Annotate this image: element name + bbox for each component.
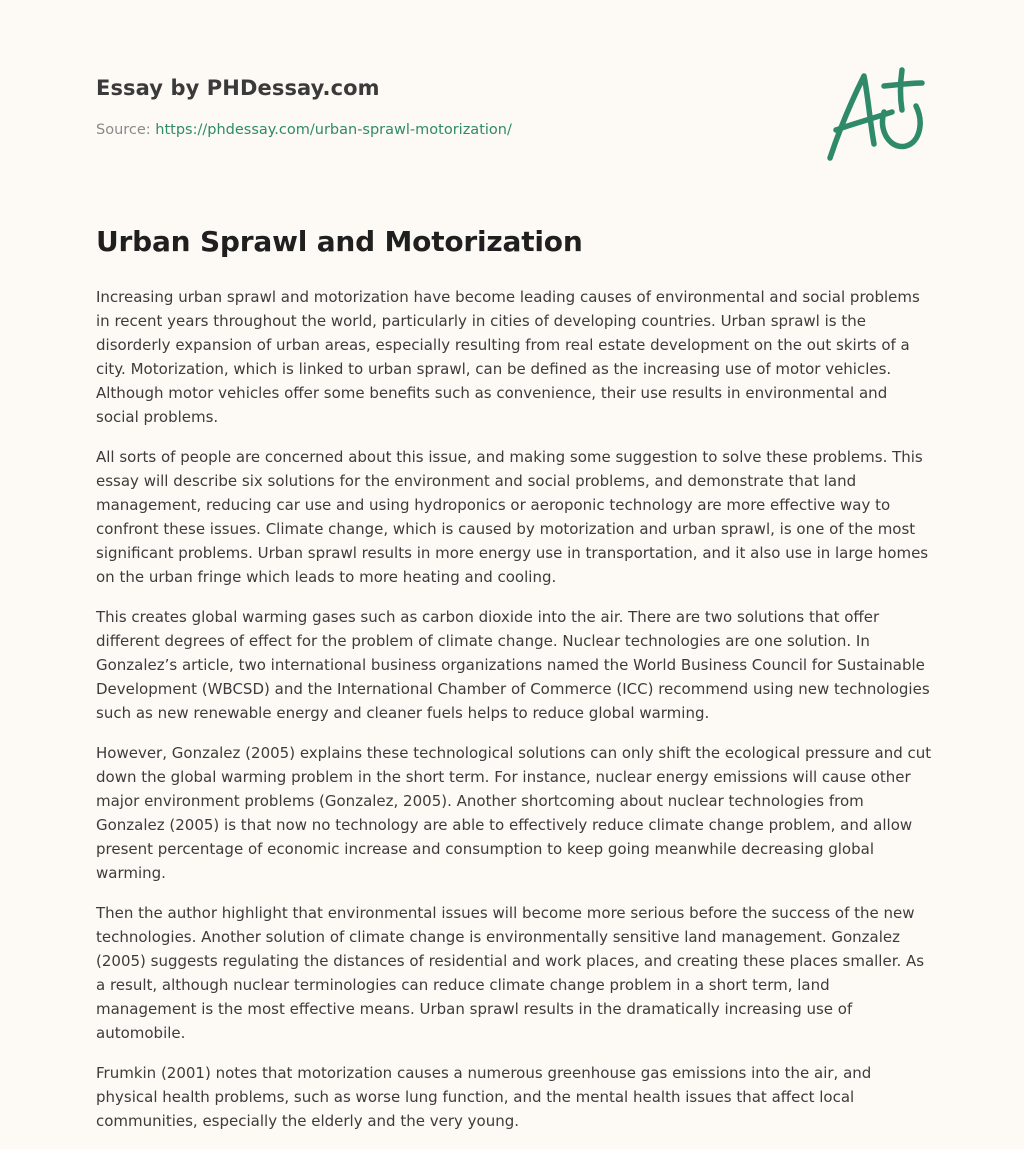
essay-paragraph: All sorts of people are concerned about this issue, and making some suggestion to solve these problems. This essay will describe six solutions for the environment and social problems, and demonstrate that land management, reducing car use and using hydroponics or aeroponic technology are more effective way to confront these issues. Climate change, which is caused by motorization and urban sprawl, is one of the most significant problems. Urban sprawl results in more energy use in transportation, and it also use in large homes on the urban fringe which leads to more heating and cooling. — [96, 448, 929, 586]
essay-paragraph: Frumkin (2001) notes that motorization causes a numerous greenhouse gas emissions into the air, and physical health problems, such as worse lung function, and the mental health issues that affect local communities, especially the elderly and the very young. — [96, 1064, 872, 1130]
essay-paragraph: However, Gonzalez (2005) explains these technological solutions can only shift the ecological pressure and cut down the global warming problem in the short term. For instance, nuclear energy emissions will cause other major environment problems (Gonzalez, 2005). Another shortcoming about nuclear technologies from Gonzalez (2005) is that now no technology are able to effectively reduce climate change problem, and allow present percentage of economic increase and consumption to keep going meanwhile decreasing global warming. — [96, 744, 932, 882]
essay-body — [96, 285, 932, 1149]
source-label: Source: — [96, 122, 156, 138]
source-line — [96, 122, 928, 138]
page-title: Urban Sprawl and Motorization — [96, 225, 583, 258]
essay-paragraph: Increasing urban sprawl and motorization have become leading causes of environmental and social problems in recent years throughout the world, particularly in cities of developing countries. Urban sprawl is the disorderly expansion of urban areas, especially resulting from real estate development on the out skirts of a city. Motorization, which is linked to urban sprawl, can be defined as the increasing use of motor vehicles. Although motor vehicles offer some benefits such as convenience, their use results in environmental and social problems. — [96, 288, 920, 426]
essay-paragraph: Then the author highlight that environmental issues will become more serious before the success of the new technologies. Another solution of climate change is environmentally sensitive land management. Gonzalez (2005) suggests regulating the distances of residential and work places, and creating these places smaller. As a result, although nuclear terminologies can reduce climate change problem in a short term, land management is the most effective means. Urban sprawl results in the dramatically increasing use of automobile. — [96, 904, 925, 1042]
source-link[interactable]: https://phdessay.com/urban-sprawl-motorization/ — [155, 122, 512, 138]
essay-paragraph: This creates global warming gases such as carbon dioxide into the air. There are two solutions that offer different degrees of effect for the problem of climate change. Nuclear technologies are one solution. In Gonzalez’s article, two international business organizations named the World Business Council for Sustainable Development (WBCSD) and the International Chamber of Commerce (ICC) recommend using new technologies such as new renewable energy and cleaner fuels helps to reduce global warming. — [96, 608, 930, 722]
brand-title: Essay by PHDessay.com — [96, 76, 380, 100]
essay-header — [96, 76, 928, 138]
a-plus-logo-icon — [822, 66, 928, 166]
